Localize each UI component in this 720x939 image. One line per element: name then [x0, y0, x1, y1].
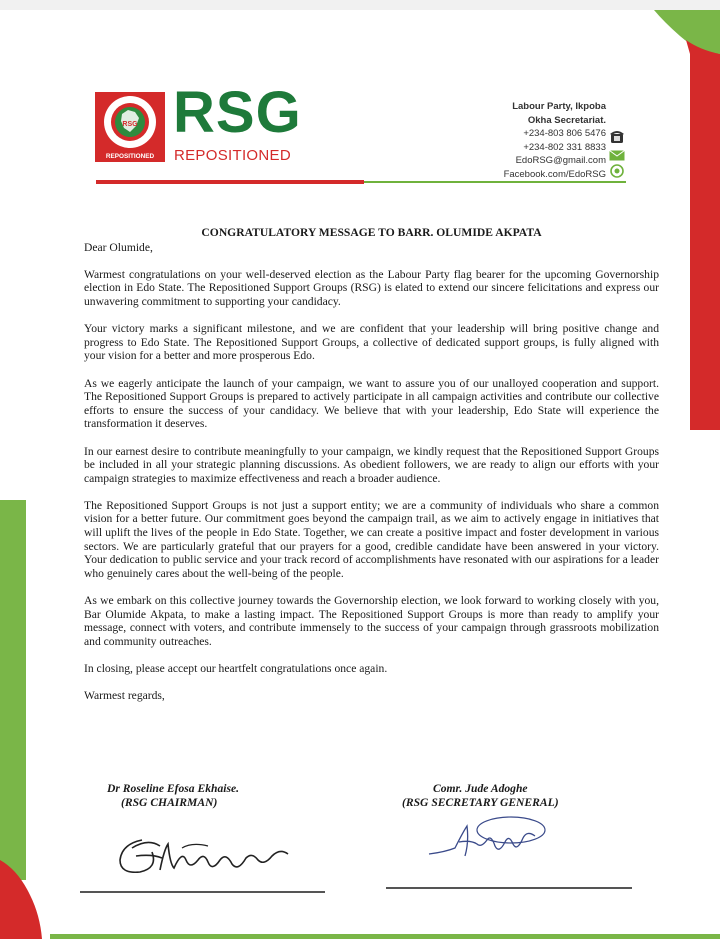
- closing: Warmest regards,: [84, 689, 165, 703]
- signatory-chairman: [107, 782, 239, 810]
- signatory-title: (RSG SECRETARY GENERAL): [402, 796, 559, 809]
- top-bar: [0, 0, 720, 10]
- signatory-title: (RSG CHAIRMAN): [121, 796, 218, 809]
- emblem-short-text: RSG: [122, 121, 138, 128]
- secretary-signature-line: [386, 887, 632, 889]
- address-line-1: Labour Party, Ikpoba: [512, 101, 606, 112]
- phone-1: +234-803 806 5476: [523, 128, 606, 139]
- facebook-icon: [610, 164, 624, 178]
- org-subtitle: REPOSITIONED: [174, 147, 291, 164]
- phone-2: +234-802 331 8833: [523, 141, 606, 153]
- bottom-green-rule: [50, 934, 720, 939]
- paragraph-3: As we eagerly anticipate the launch of your campaign, we want to assure you of our unalloyed cooperation and support. The Repositioned Support Groups is prepared to actively participate in all campaign activities and contribute our collective efforts to ensure the success of your candidacy. We believe that with your leadership, Edo State will experience the transformation it deserves.: [84, 376, 659, 431]
- paragraph-6: As we embark on this collective journey towards the Governorship election, we look forward to working closely with you, Bar Olumide Akpata, to make a lasting impact. The Repositioned Support Groups is more than ready to amplify your message, connect with voters, and contribute immensely to the success of your campaign through grassroots mobilization and community outreaches.: [84, 594, 659, 648]
- address-line-2: Okha Secretariat.: [527, 114, 606, 126]
- org-name: RSG: [173, 80, 302, 145]
- chairman-signature: [112, 830, 297, 882]
- header-rule-red: [96, 180, 364, 184]
- letter-subject: CONGRATULATORY MESSAGE TO BARR. OLUMIDE AKPATA: [201, 226, 542, 239]
- email-address: EdoRSG@gmail.com: [515, 155, 606, 166]
- paragraph-2: Your victory marks a significant milestone, and we are confident that your leadership will bring positive change and progress to Edo State. The Repositioned Support Groups, a collective of dedicated support groups, is fully aligned with your vision for a better and more prosperous Edo.: [84, 322, 659, 363]
- emblem-label: REPOSITIONED: [105, 153, 155, 160]
- salutation: Dear Olumide,: [84, 240, 153, 254]
- header-rule-green: [364, 181, 626, 183]
- signatory-secretary: [402, 782, 559, 810]
- signatory-name: Comr. Jude Adoghe: [432, 782, 528, 795]
- paragraph-1: Warmest congratulations on your well-deserved election as the Labour Party flag bearer for the upcoming Governorship election in Edo State. The Repositioned Support Groups (RSG) is elated to extend our sincere felicitations and express our unwavering commitment to supporting your candidacy.: [84, 267, 659, 308]
- rsg-emblem: [95, 92, 165, 162]
- telephone-icon: [609, 128, 625, 144]
- signatory-name: Dr Roseline Efosa Ekhaise.: [107, 782, 240, 795]
- facebook-address: Facebook.com/EdoRSG: [503, 168, 606, 180]
- secretary-signature: [425, 812, 550, 864]
- contact-block: [504, 100, 606, 181]
- paragraph-7: In closing, please accept our heartfelt congratulations once again.: [84, 662, 388, 675]
- paragraph-5: The Repositioned Support Groups is not just a support entity; we are a community of individuals who share a common vision for a better future. Our commitment goes beyond the campaign trail, as we aim to actively engage in initiatives that will uplift the lives of the people in Edo State. Together, we can create a positive impact and foster development in various sectors. We are particularly grateful that our prayers for a good, credible candidate have been answered in your victory. Your dedication to public service and your track record of accomplishments have resonated with our aspirations for a leader who genuinely cares about the well-being of the people.: [84, 498, 659, 580]
- top-right-decoration: [650, 10, 720, 430]
- paragraph-4: In our earnest desire to contribute meaningfully to your campaign, we kindly request that the Repositioned Support Groups be included in all your strategic planning discussions. As obedient followers, we are ready to align our efforts with your campaign strategies to maximize effectiveness and reach a broader audience.: [84, 444, 659, 485]
- email-icon: [609, 150, 625, 161]
- letter-body: [84, 226, 659, 716]
- bottom-left-decoration: [0, 500, 50, 939]
- letterhead-logo: [95, 80, 325, 167]
- chairman-signature-line: [80, 891, 325, 893]
